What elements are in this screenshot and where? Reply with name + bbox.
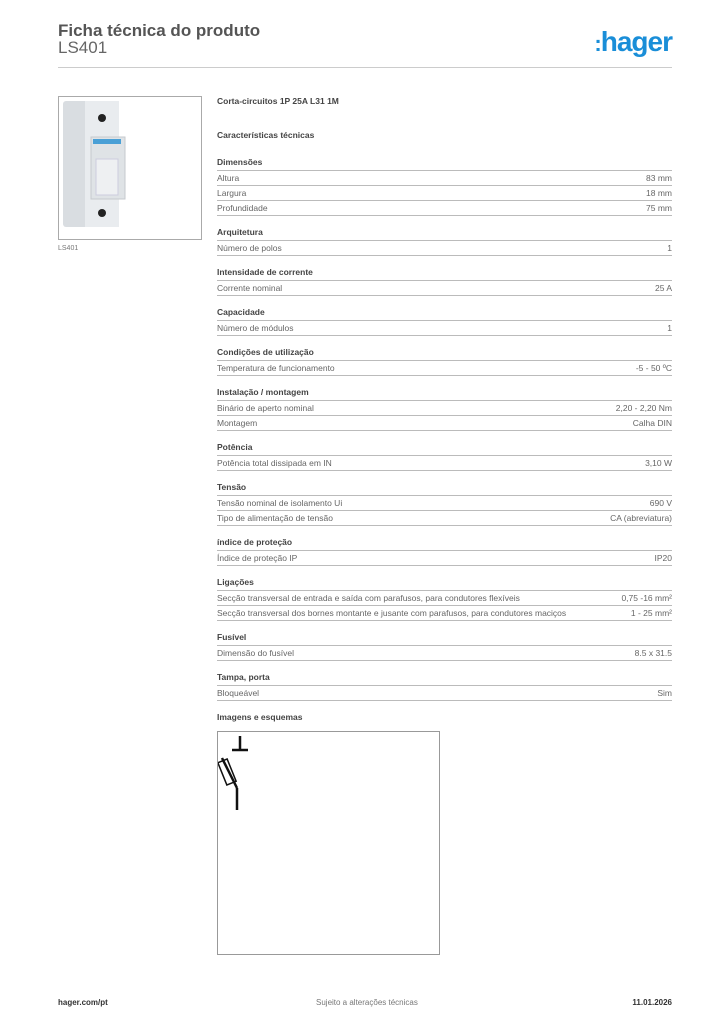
spec-label: Corrente nominal xyxy=(217,283,283,293)
section-title: Intensidade de corrente xyxy=(217,266,672,281)
spec-label: Tipo de alimentação de tensão xyxy=(217,513,333,523)
spec-label: Tensão nominal de isolamento Ui xyxy=(217,498,343,508)
spec-section xyxy=(217,441,672,471)
spec-section xyxy=(217,386,672,431)
spec-row xyxy=(217,171,672,186)
product-image xyxy=(58,96,202,240)
section-title: Potência xyxy=(217,441,672,456)
section-title: Tampa, porta xyxy=(217,671,672,686)
spec-section xyxy=(217,306,672,336)
spec-section xyxy=(217,631,672,661)
spec-label: Montagem xyxy=(217,418,258,428)
spec-label: Secção transversal de entrada e saída com parafusos, para condutores flexíveis xyxy=(217,593,520,603)
section-title: Dimensões xyxy=(217,156,672,171)
spec-label: Largura xyxy=(217,188,247,198)
spec-section xyxy=(217,266,672,296)
spec-label: Secção transversal dos bornes montante e jusante com parafusos, para condutores maciços xyxy=(217,608,567,618)
images-heading: Imagens e esquemas xyxy=(217,712,303,722)
spec-label: Índice de proteção IP xyxy=(217,553,298,563)
spec-row xyxy=(217,456,672,471)
spec-row xyxy=(217,401,672,416)
header-divider xyxy=(58,67,672,68)
section-title: índice de proteção xyxy=(217,536,672,551)
spec-row xyxy=(217,511,672,526)
spec-row xyxy=(217,281,672,296)
spec-label: Número de polos xyxy=(217,243,282,253)
spec-row xyxy=(217,321,672,336)
spec-row xyxy=(217,591,672,606)
spec-section xyxy=(217,576,672,621)
spec-row xyxy=(217,201,672,216)
spec-row xyxy=(217,361,672,376)
section-title: Arquitetura xyxy=(217,226,672,241)
spec-row xyxy=(217,686,672,701)
hager-logo: :hager xyxy=(594,26,672,57)
spec-section xyxy=(217,346,672,376)
spec-value: 690 V xyxy=(649,498,672,508)
spec-value: 83 mm xyxy=(646,173,672,183)
spec-value: IP20 xyxy=(654,553,672,563)
spec-value: 2,20 - 2,20 Nm xyxy=(615,403,672,413)
section-title: Tensão xyxy=(217,481,672,496)
spec-content xyxy=(217,96,672,701)
section-title: Condições de utilização xyxy=(217,346,672,361)
photo-caption: LS401 xyxy=(58,245,79,252)
spec-value: CA (abreviatura) xyxy=(610,513,672,523)
spec-value: 0,75 -16 mm² xyxy=(621,593,672,603)
spec-value: 25 A xyxy=(654,283,672,293)
spec-label: Potência total dissipada em IN xyxy=(217,458,332,468)
spec-section xyxy=(217,156,672,216)
product-name: Corta-circuitos 1P 25A L31 1M xyxy=(217,96,339,106)
footer-note: Sujeito a alterações técnicas xyxy=(316,998,418,1007)
spec-row xyxy=(217,241,672,256)
spec-value: 18 mm xyxy=(646,188,672,198)
spec-row xyxy=(217,186,672,201)
spec-row xyxy=(217,496,672,511)
schematic-diagram xyxy=(217,731,440,955)
spec-label: Número de módulos xyxy=(217,323,294,333)
spec-value: 8.5 x 31.5 xyxy=(634,648,672,658)
spec-label: Binário de aperto nominal xyxy=(217,403,314,413)
spec-label: Altura xyxy=(217,173,240,183)
section-title: Fusível xyxy=(217,631,672,646)
spec-label: Dimensão do fusível xyxy=(217,648,295,658)
spec-value: 75 mm xyxy=(646,203,672,213)
spec-row xyxy=(217,646,672,661)
spec-value: Calha DIN xyxy=(632,418,672,428)
spec-row xyxy=(217,606,672,621)
page-title: Ficha técnica do produto xyxy=(58,21,261,40)
product-code: LS401 xyxy=(58,38,108,57)
characteristics-heading: Características técnicas xyxy=(217,130,315,140)
spec-label: Profundidade xyxy=(217,203,268,213)
spec-value: 1 xyxy=(667,323,672,333)
spec-row xyxy=(217,416,672,431)
spec-row xyxy=(217,551,672,566)
spec-value: -5 - 50 ºC xyxy=(635,363,672,373)
spec-label: Bloqueável xyxy=(217,688,260,698)
spec-section xyxy=(217,671,672,701)
spec-label: Temperatura de funcionamento xyxy=(217,363,335,373)
section-title: Instalação / montagem xyxy=(217,386,672,401)
spec-section xyxy=(217,226,672,256)
spec-value: Sim xyxy=(657,688,672,698)
spec-value: 3,10 W xyxy=(645,458,672,468)
footer-site: hager.com/pt xyxy=(58,998,108,1007)
spec-value: 1 - 25 mm² xyxy=(630,608,672,618)
spec-section xyxy=(217,481,672,526)
footer-date: 11.01.2026 xyxy=(632,998,672,1007)
spec-section xyxy=(217,536,672,566)
section-title: Ligações xyxy=(217,576,672,591)
section-title: Capacidade xyxy=(217,306,672,321)
spec-value: 1 xyxy=(667,243,672,253)
